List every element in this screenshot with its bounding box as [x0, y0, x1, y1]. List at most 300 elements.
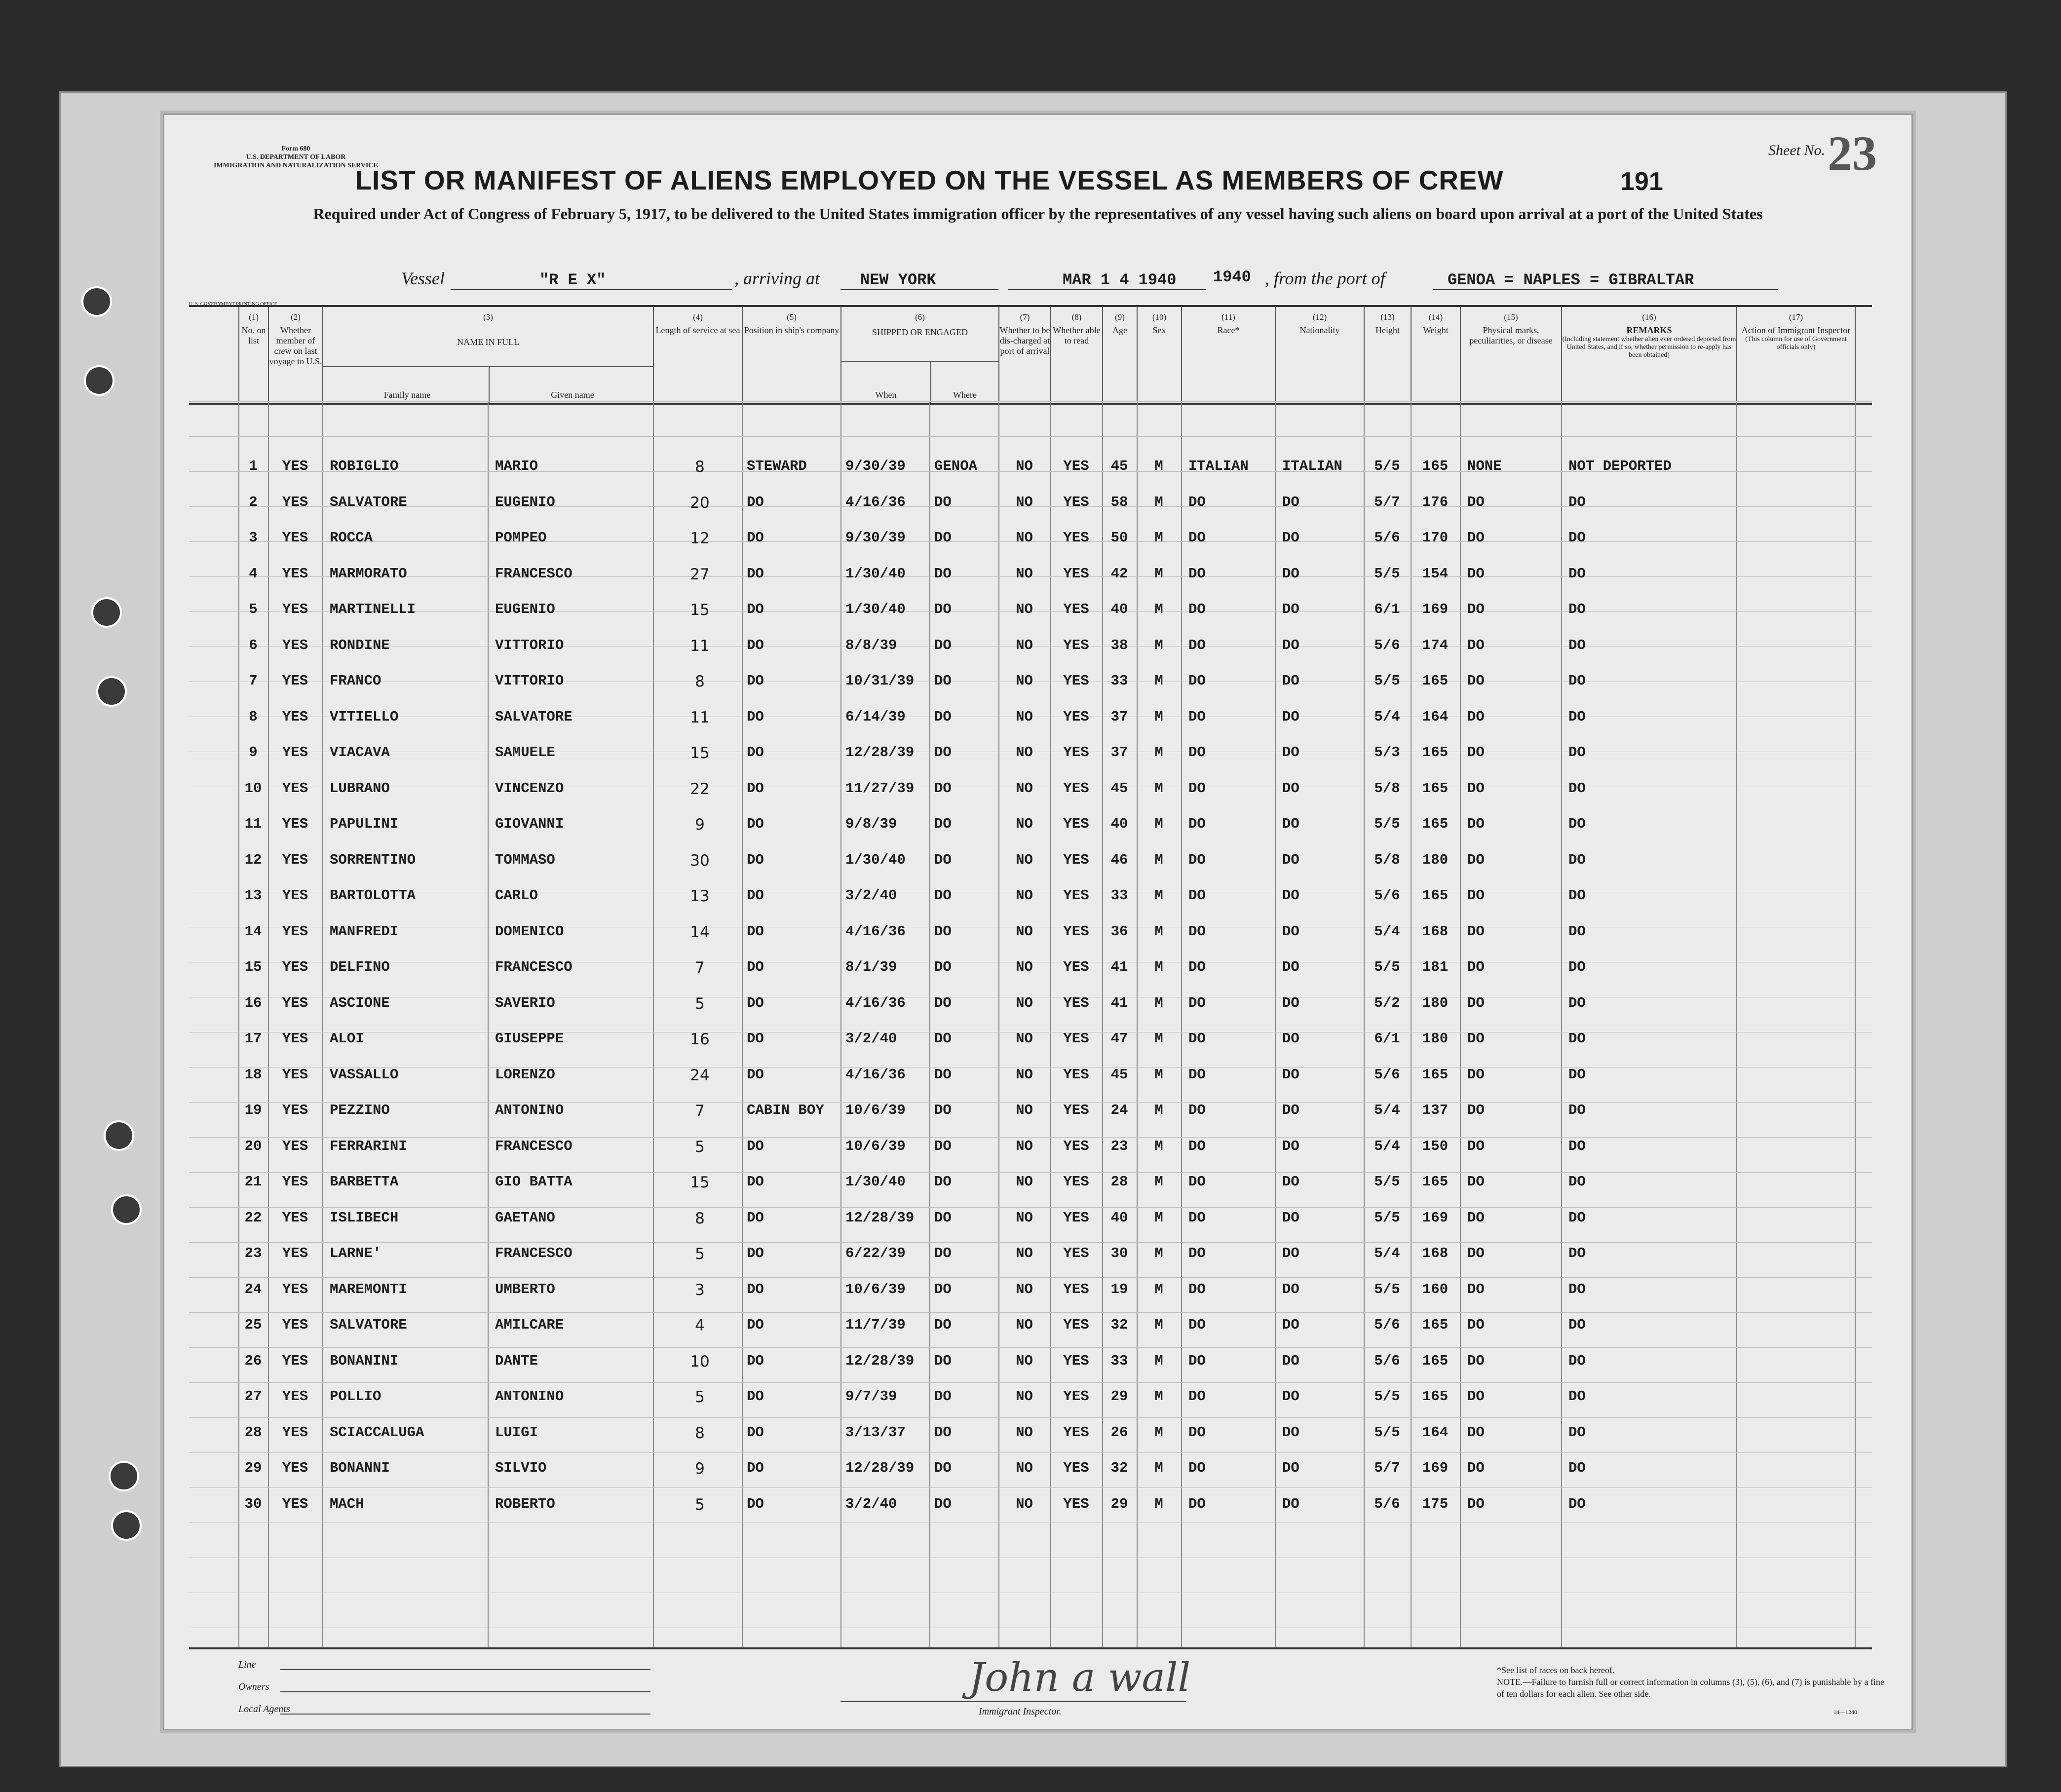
cell-remarks: DO	[1568, 1209, 1586, 1226]
cell-service-length: 8	[695, 1424, 705, 1442]
cell-weight: 176	[1422, 494, 1449, 510]
col-race-header	[1181, 307, 1275, 403]
cell-discharged: NO	[1016, 494, 1033, 510]
cell-family-name: SCIACCALUGA	[330, 1424, 424, 1441]
footer	[189, 1647, 1884, 1723]
arriving-port-field	[840, 268, 998, 290]
col-crew-header	[268, 307, 322, 403]
cell-service-length: 22	[690, 780, 710, 798]
cell-age: 37	[1110, 708, 1128, 725]
cell-given-name: FRANCESCO	[495, 1245, 572, 1261]
cell-sex: M	[1154, 494, 1163, 510]
table-row	[189, 448, 1872, 483]
cell-sex: M	[1154, 637, 1163, 653]
cell-sex: M	[1154, 1281, 1163, 1297]
table-row	[189, 1092, 1872, 1127]
cell-shipped-where: DO	[934, 1209, 952, 1226]
col-number: (6)	[915, 312, 925, 322]
cell-position: DO	[747, 637, 764, 653]
col-action-header	[1736, 307, 1855, 403]
cell-given-name: LUIGI	[495, 1424, 538, 1441]
cell-weight: 165	[1422, 1174, 1449, 1190]
cell-no: 8	[249, 708, 258, 725]
cell-physical-marks: NONE	[1467, 458, 1502, 474]
cell-discharged: NO	[1016, 744, 1033, 761]
col-label: Length of service at sea	[655, 325, 740, 335]
cell-shipped-when: 4/16/36	[845, 1066, 906, 1083]
cell-family-name: POLLIO	[330, 1388, 382, 1405]
cell-family-name: FRANCO	[330, 673, 382, 689]
cell-position: DO	[747, 1495, 764, 1512]
cell-discharged: NO	[1016, 458, 1033, 474]
cell-crew-last-voyage: YES	[282, 1352, 308, 1369]
table-row	[189, 842, 1872, 877]
cell-physical-marks: DO	[1467, 1460, 1485, 1476]
cell-crew-last-voyage: YES	[282, 959, 308, 975]
cell-physical-marks: DO	[1467, 887, 1485, 904]
cell-able-read: YES	[1063, 1352, 1089, 1369]
col-service-header	[653, 307, 742, 403]
cell-able-read: YES	[1063, 458, 1089, 474]
cell-no: 16	[244, 994, 262, 1011]
cell-position: DO	[747, 887, 764, 904]
cell-position: DO	[747, 816, 764, 832]
cell-position: DO	[747, 959, 764, 975]
column-headers	[189, 305, 1872, 405]
print-code: 14—1240	[1833, 1709, 1857, 1716]
punch-hole	[104, 1120, 134, 1151]
cell-position: DO	[747, 1245, 764, 1261]
sheet-label: Sheet No.	[1768, 142, 1825, 158]
form-number: Form 680	[281, 145, 310, 153]
cell-shipped-where: DO	[934, 816, 952, 832]
table-row	[189, 556, 1872, 590]
cell-age: 42	[1110, 565, 1128, 582]
cell-given-name: VINCENZO	[495, 780, 564, 797]
cell-shipped-when: 11/27/39	[845, 780, 915, 797]
cell-race: DO	[1188, 1281, 1206, 1297]
col-weight-header	[1411, 307, 1460, 403]
cell-weight: 165	[1422, 887, 1449, 904]
cell-position: DO	[747, 1209, 764, 1226]
vessel-label: Vessel	[401, 268, 445, 288]
cell-nationality: DO	[1282, 1030, 1299, 1047]
cell-crew-last-voyage: YES	[282, 1030, 308, 1047]
cell-height: 5/5	[1374, 1281, 1400, 1297]
cell-given-name: GIOVANNI	[495, 816, 564, 832]
cell-height: 5/6	[1374, 1317, 1400, 1333]
cell-remarks: DO	[1568, 851, 1586, 868]
cell-shipped-when: 3/2/40	[845, 1495, 897, 1512]
cell-remarks: DO	[1568, 780, 1586, 797]
cell-nationality: DO	[1282, 565, 1299, 582]
inspector-label: Immigrant Inspector.	[979, 1706, 1062, 1717]
cell-shipped-where: DO	[934, 601, 952, 617]
cell-position: DO	[747, 994, 764, 1011]
cell-able-read: YES	[1063, 1174, 1089, 1190]
cell-physical-marks: DO	[1467, 1352, 1485, 1369]
owners-blank	[280, 1691, 650, 1692]
cell-able-read: YES	[1063, 708, 1089, 725]
cell-discharged: NO	[1016, 1388, 1033, 1405]
table-row	[189, 663, 1872, 697]
cell-no: 17	[244, 1030, 262, 1047]
cell-discharged: NO	[1016, 1138, 1033, 1154]
cell-family-name: PAPULINI	[330, 816, 399, 832]
cell-shipped-when: 11/7/39	[845, 1317, 906, 1333]
cell-position: DO	[747, 851, 764, 868]
cell-service-length: 11	[690, 708, 710, 726]
cell-shipped-where: DO	[934, 959, 952, 975]
cell-weight: 165	[1422, 1317, 1449, 1333]
cell-crew-last-voyage: YES	[282, 1102, 308, 1118]
row-rule	[189, 401, 1872, 402]
cell-height: 5/6	[1374, 1495, 1400, 1512]
table-row	[189, 734, 1872, 769]
cell-service-length: 5	[695, 1495, 705, 1514]
cell-height: 5/5	[1374, 959, 1400, 975]
cell-height: 5/7	[1374, 1460, 1400, 1476]
cell-shipped-where: DO	[934, 1495, 952, 1512]
cell-discharged: NO	[1016, 1245, 1033, 1261]
col-number: (17)	[1789, 312, 1803, 322]
cell-shipped-when: 1/30/40	[845, 851, 906, 868]
cell-given-name: LORENZO	[495, 1066, 555, 1083]
punch-hole	[96, 676, 127, 707]
table-row	[189, 914, 1872, 948]
cell-discharged: NO	[1016, 708, 1033, 725]
cell-race: DO	[1188, 1209, 1206, 1226]
cell-age: 30	[1110, 1245, 1128, 1261]
cell-weight: 165	[1422, 780, 1449, 797]
cell-shipped-where: DO	[934, 1352, 952, 1369]
cell-shipped-where: DO	[934, 1245, 952, 1261]
cell-sex: M	[1154, 1174, 1163, 1190]
col-number: (4)	[693, 312, 703, 322]
cell-service-length: 3	[695, 1281, 705, 1299]
cell-discharged: NO	[1016, 530, 1033, 546]
cell-shipped-when: 9/7/39	[845, 1388, 897, 1405]
table-row	[189, 1271, 1872, 1306]
cell-weight: 180	[1422, 1030, 1449, 1047]
arrival-date: MAR 1 4 1940	[1063, 271, 1177, 289]
punch-hole	[81, 286, 112, 317]
cell-able-read: YES	[1063, 1388, 1089, 1405]
vessel-name: "R E X"	[539, 271, 606, 289]
cell-family-name: MARMORATO	[330, 565, 407, 582]
cell-shipped-when: 10/6/39	[845, 1138, 906, 1154]
cell-race: DO	[1188, 530, 1206, 546]
cell-no: 3	[249, 530, 258, 546]
cell-shipped-where: DO	[934, 673, 952, 689]
cell-service-length: 5	[695, 994, 705, 1013]
cell-nationality: DO	[1282, 637, 1299, 653]
vessel-name-field	[451, 268, 732, 290]
cell-sex: M	[1154, 1245, 1163, 1261]
col-label: REMARKS	[1626, 325, 1672, 335]
cell-family-name: VIACAVA	[330, 744, 390, 761]
cell-able-read: YES	[1063, 494, 1089, 510]
cell-given-name: UMBERTO	[495, 1281, 555, 1297]
cell-able-read: YES	[1063, 565, 1089, 582]
cell-height: 6/1	[1374, 601, 1400, 617]
cell-shipped-when: 12/28/39	[845, 744, 915, 761]
sheet-number: 23	[1828, 126, 1877, 181]
cell-given-name: SAMUELE	[495, 744, 555, 761]
cell-sex: M	[1154, 1066, 1163, 1083]
cell-physical-marks: DO	[1467, 744, 1485, 761]
cell-nationality: DO	[1282, 780, 1299, 797]
cell-age: 37	[1110, 744, 1128, 761]
cell-height: 5/7	[1374, 494, 1400, 510]
cell-discharged: NO	[1016, 1317, 1033, 1333]
cell-remarks: DO	[1568, 1424, 1586, 1441]
cell-height: 5/5	[1374, 1424, 1400, 1441]
government-printing-note: U. S. GOVERNMENT PRINTING OFFICE	[189, 302, 277, 307]
col-number: (3)	[483, 312, 493, 322]
cell-weight: 165	[1422, 1352, 1449, 1369]
cell-crew-last-voyage: YES	[282, 1281, 308, 1297]
cell-service-length: 15	[690, 601, 710, 619]
cell-crew-last-voyage: YES	[282, 744, 308, 761]
cell-age: 33	[1110, 887, 1128, 904]
col-label: Action of Immigrant Inspector	[1741, 325, 1851, 335]
cell-age: 40	[1110, 1209, 1128, 1226]
cell-position: DO	[747, 1030, 764, 1047]
cell-service-length: 4	[695, 1317, 705, 1334]
cell-crew-last-voyage: YES	[282, 780, 308, 797]
cell-family-name: VITIELLO	[330, 708, 399, 725]
cell-remarks: DO	[1568, 1352, 1586, 1369]
cell-crew-last-voyage: YES	[282, 851, 308, 868]
cell-race: DO	[1188, 959, 1206, 975]
col-number: (2)	[291, 312, 301, 322]
col-number: (13)	[1380, 312, 1395, 322]
punch-hole	[111, 1510, 142, 1541]
cell-physical-marks: DO	[1467, 565, 1485, 582]
col-number: (1)	[249, 312, 259, 322]
cell-age: 29	[1110, 1495, 1128, 1512]
cell-crew-last-voyage: YES	[282, 1066, 308, 1083]
cell-no: 11	[244, 816, 262, 832]
cell-nationality: DO	[1282, 1424, 1299, 1441]
cell-sex: M	[1154, 780, 1163, 797]
cell-nationality: DO	[1282, 816, 1299, 832]
cell-shipped-when: 4/16/36	[845, 494, 906, 510]
col-no-header	[238, 307, 268, 403]
cell-given-name: POMPEO	[495, 530, 547, 546]
cell-remarks: DO	[1568, 1138, 1586, 1154]
cell-given-name: DANTE	[495, 1352, 538, 1369]
cell-family-name: MACH	[330, 1495, 364, 1512]
table-row	[189, 1378, 1872, 1413]
footnote-races: *See list of races on back hereof.	[1497, 1665, 1615, 1675]
page-title: LIST OR MANIFEST OF ALIENS EMPLOYED ON THE VESSEL AS MEMBERS OF CREW	[355, 165, 1504, 195]
cell-shipped-when: 9/30/39	[845, 530, 906, 546]
cell-remarks: DO	[1568, 637, 1586, 653]
cell-position: CABIN BOY	[747, 1102, 824, 1118]
cell-physical-marks: DO	[1467, 637, 1485, 653]
cell-weight: 169	[1422, 1209, 1449, 1226]
cell-given-name: FRANCESCO	[495, 1138, 572, 1154]
cell-crew-last-voyage: YES	[282, 708, 308, 725]
cell-age: 45	[1110, 458, 1128, 474]
signature-line	[840, 1701, 1186, 1702]
table-row	[189, 484, 1872, 519]
cell-physical-marks: DO	[1467, 1424, 1485, 1441]
cell-shipped-where: DO	[934, 1102, 952, 1118]
cell-physical-marks: DO	[1467, 530, 1485, 546]
cell-weight: 164	[1422, 708, 1449, 725]
name-split	[489, 366, 490, 403]
arrival-date-field	[1008, 268, 1206, 290]
cell-nationality: DO	[1282, 923, 1299, 940]
cell-weight: 175	[1422, 1495, 1449, 1512]
cell-discharged: NO	[1016, 637, 1033, 653]
cell-shipped-where: DO	[934, 1066, 952, 1083]
cell-age: 40	[1110, 816, 1128, 832]
punch-hole	[109, 1461, 139, 1491]
punch-hole	[111, 1194, 142, 1225]
table-row	[189, 1128, 1872, 1163]
cell-shipped-when: 9/30/39	[845, 458, 906, 474]
cell-shipped-where: DO	[934, 994, 952, 1011]
cell-shipped-when: 8/1/39	[845, 959, 897, 975]
cell-family-name: SALVATORE	[330, 1317, 407, 1333]
cell-no: 13	[244, 887, 262, 904]
cell-remarks: DO	[1568, 1174, 1586, 1190]
cell-race: DO	[1188, 1460, 1206, 1476]
col-note: (Including statement whether alien ever ordered deported from United States, and if so, whether permission to re-apply has been obtained)	[1562, 336, 1736, 359]
cell-given-name: EUGENIO	[495, 601, 555, 617]
col-label: Nationality	[1299, 325, 1340, 335]
cell-age: 40	[1110, 601, 1128, 617]
cell-weight: 165	[1422, 744, 1449, 761]
cell-crew-last-voyage: YES	[282, 1495, 308, 1512]
cell-shipped-where: DO	[934, 923, 952, 940]
cell-position: DO	[747, 1138, 764, 1154]
cell-age: 50	[1110, 530, 1128, 546]
cell-position: DO	[747, 1388, 764, 1405]
cell-able-read: YES	[1063, 1030, 1089, 1047]
cell-height: 5/6	[1374, 1352, 1400, 1369]
cell-service-length: 5	[695, 1245, 705, 1263]
cell-age: 45	[1110, 780, 1128, 797]
cell-sex: M	[1154, 887, 1163, 904]
cell-discharged: NO	[1016, 565, 1033, 582]
cell-sex: M	[1154, 1352, 1163, 1369]
col-label: SHIPPED OR ENGAGED	[872, 327, 968, 337]
col-edge	[1855, 307, 1872, 403]
cell-shipped-when: 10/6/39	[845, 1102, 906, 1118]
cell-nationality: DO	[1282, 887, 1299, 904]
cell-remarks: NOT DEPORTED	[1568, 458, 1672, 474]
cell-remarks: DO	[1568, 816, 1586, 832]
cell-service-length: 5	[695, 1138, 705, 1156]
cell-discharged: NO	[1016, 1495, 1033, 1512]
cell-physical-marks: DO	[1467, 708, 1485, 725]
cell-crew-last-voyage: YES	[282, 1174, 308, 1190]
col-label: Whether able to read	[1053, 325, 1101, 345]
shipped-split	[930, 361, 931, 403]
cell-discharged: NO	[1016, 887, 1033, 904]
cell-sex: M	[1154, 1495, 1163, 1512]
cell-crew-last-voyage: YES	[282, 1245, 308, 1261]
cell-no: 7	[249, 673, 258, 689]
cell-position: DO	[747, 1066, 764, 1083]
cell-discharged: NO	[1016, 1352, 1033, 1369]
cell-sex: M	[1154, 530, 1163, 546]
col-age-header	[1102, 307, 1137, 403]
cell-no: 26	[244, 1352, 262, 1369]
cell-position: DO	[747, 565, 764, 582]
cell-height: 5/3	[1374, 744, 1400, 761]
cell-no: 9	[249, 744, 258, 761]
cell-crew-last-voyage: YES	[282, 1209, 308, 1226]
cell-race: DO	[1188, 816, 1206, 832]
cell-race: DO	[1188, 565, 1206, 582]
col-family-subheader: Family name	[383, 390, 431, 400]
cell-family-name: MAREMONTI	[330, 1281, 407, 1297]
table-row	[189, 1414, 1872, 1449]
cell-service-length: 5	[695, 1388, 705, 1406]
cell-crew-last-voyage: YES	[282, 887, 308, 904]
table-row	[189, 1164, 1872, 1198]
cell-nationality: DO	[1282, 959, 1299, 975]
cell-discharged: NO	[1016, 1460, 1033, 1476]
cell-discharged: NO	[1016, 1174, 1033, 1190]
table-row	[189, 877, 1872, 912]
col-label: No. on list	[241, 325, 266, 345]
cell-no: 14	[244, 923, 262, 940]
cell-remarks: DO	[1568, 1388, 1586, 1405]
cell-nationality: DO	[1282, 851, 1299, 868]
cell-position: STEWARD	[747, 458, 807, 474]
cell-able-read: YES	[1063, 1066, 1089, 1083]
cell-able-read: YES	[1063, 1424, 1089, 1441]
cell-crew-last-voyage: YES	[282, 994, 308, 1011]
punch-hole	[84, 365, 114, 396]
col-when-subheader: When	[875, 390, 897, 400]
col-marks-header	[1460, 307, 1561, 403]
cell-given-name: GIUSEPPE	[495, 1030, 564, 1047]
cell-crew-last-voyage: YES	[282, 673, 308, 689]
cell-physical-marks: DO	[1467, 1495, 1485, 1512]
cell-able-read: YES	[1063, 1460, 1089, 1476]
cell-physical-marks: DO	[1467, 780, 1485, 797]
cell-physical-marks: DO	[1467, 494, 1485, 510]
cell-discharged: NO	[1016, 851, 1033, 868]
cell-able-read: YES	[1063, 637, 1089, 653]
col-number: (10)	[1152, 312, 1167, 322]
cell-no: 23	[244, 1245, 262, 1261]
cell-remarks: DO	[1568, 1460, 1586, 1476]
cell-shipped-where: DO	[934, 1030, 952, 1047]
cell-crew-last-voyage: YES	[282, 1460, 308, 1476]
cell-height: 5/4	[1374, 1102, 1400, 1118]
cell-race: DO	[1188, 601, 1206, 617]
cell-weight: 180	[1422, 851, 1449, 868]
cell-remarks: DO	[1568, 923, 1586, 940]
cell-family-name: LARNE'	[330, 1245, 382, 1261]
col-height-header	[1364, 307, 1411, 403]
cell-height: 5/4	[1374, 708, 1400, 725]
cell-able-read: YES	[1063, 1138, 1089, 1154]
cell-weight: 170	[1422, 530, 1449, 546]
cell-race: DO	[1188, 744, 1206, 761]
col-number: (11)	[1221, 312, 1235, 322]
cell-position: DO	[747, 1460, 764, 1476]
